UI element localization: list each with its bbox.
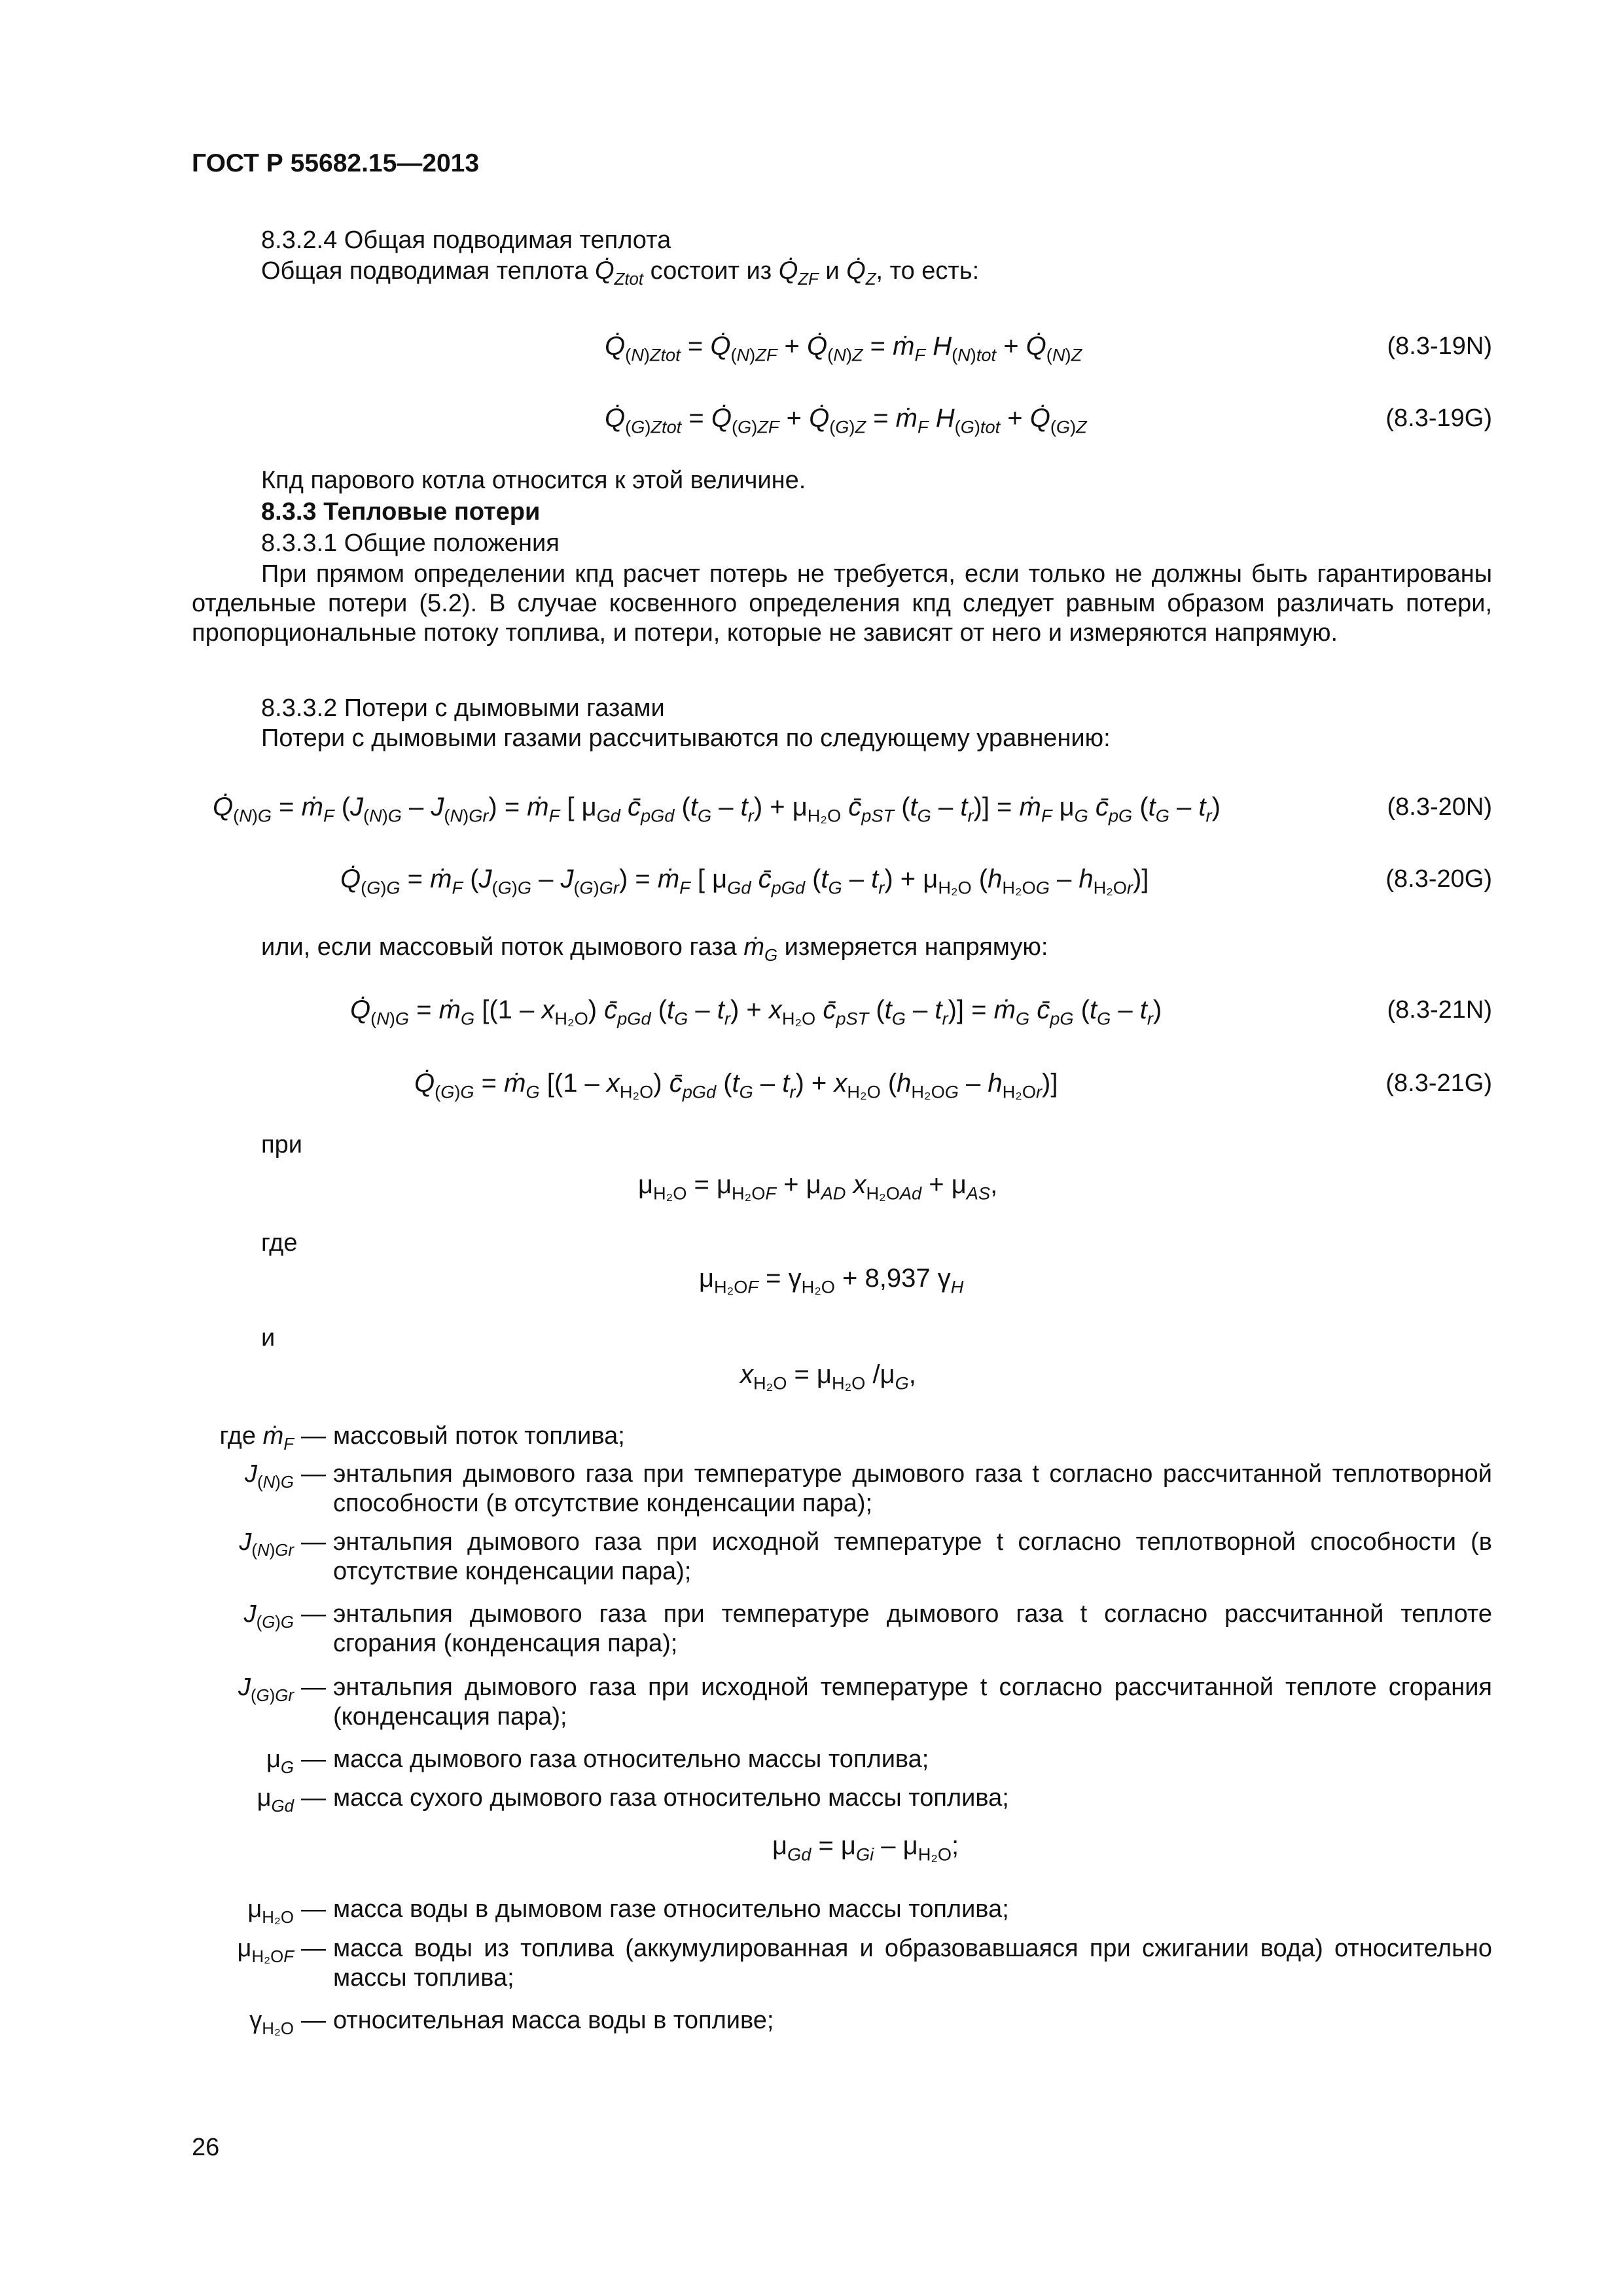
equation-mu-h2of: $\mu_{H_2OF} = \gamma_{H_2O} + 8,937$ $\gamma_H$: [699, 1264, 964, 1297]
definition-symbol: $\mu_{H_2OF}$: [237, 1935, 294, 1967]
equation-number-20G: (8.3-20G): [1385, 865, 1492, 893]
equation-21G: $Q̇_{(G)G}$ = ṁ$_G$ [$(1 - x_{H_2O})$ $c̄_{pGd}$ $(t_G - t_r) + x_{H_2O}$ $(h_{H_2OG} - h_{H_2Or})$]: [414, 1069, 1058, 1102]
connector-gde: где: [261, 1229, 298, 1257]
definition-text: энтальпия дымового газа при исходной температуре t согласно рассчитанной теплоте сгорания (конденсация пара);: [333, 1674, 1492, 1731]
definition-row: $J_{(N)G}$ — энтальпия дымового газа при температуре дымового газа t согласно рассчитанной теплотворной способности (в отсутствие конденсации пара);: [192, 1460, 1492, 1518]
equation-number-21G: (8.3-21G): [1385, 1069, 1492, 1097]
definition-text: масса воды в дымовом газе относительно массы топлива;: [333, 1895, 1009, 1923]
definition-symbol: $\mu_{Gd}$: [257, 1784, 294, 1816]
definition-text: масса воды из топлива (аккумулированная и образовавшаяся при сжигании вода) относительно массы топлива;: [333, 1935, 1492, 1992]
paragraph-general: При прямом определении кпд расчет потерь не требуется, если только не должны быть гарантированы отдельные потери (5.2). В случае косвенного определения кпд следует равным образом различать потери, пропорциональные потоку топлива, и потери, которые не зависят от него и измеряются напрямую.: [192, 560, 1492, 647]
definition-symbol: $\mu_G$: [266, 1746, 294, 1778]
definition-row: $\mu_{Gd}$ — масса сухого дымового газа относительно массы топлива;: [192, 1784, 1492, 1821]
definition-text: энтальпия дымового газа при температуре дымового газа t согласно рассчитанной теплотворной способности (в отсутствие конденсации пара);: [333, 1460, 1492, 1517]
definition-row: где ṁ$_F$ — массовый поток топлива;: [192, 1422, 1492, 1460]
definition-text: масса сухого дымового газа относительно массы топлива;: [333, 1784, 1009, 1812]
intro-8324: Общая подводимая теплота $Q̇_{Ztot}$ состоит из $Q̇_{ZF}$ и $Q̇_Z$, то есть:: [261, 257, 980, 289]
definition-symbol: $\gamma_{H_2O}$: [249, 2007, 294, 2039]
equation-number-20N: (8.3-20N): [1387, 793, 1492, 821]
definition-symbol: $J_{(N)G}$: [245, 1460, 294, 1492]
subsection-heading-8331: 8.3.3.1 Общие положения: [261, 529, 560, 557]
equation-20G: $Q̇_{(G)G}$ = ṁ$_F$ $(J_{(G)G} - J_{(G)Gr})$ = ṁ$_F$ [ $\mu_{Gd}$ $c̄_{pGd}$ $(t_G - t_r) + \mu_{H_2O}$ $(h_{H_2OG} - h_{H_2Or})$]: [340, 865, 1149, 898]
definition-symbol: $\mu_{H_2O}$: [247, 1895, 294, 1928]
intro-8332: Потери с дымовыми газами рассчитываются по следующему уравнению:: [261, 725, 1111, 752]
equation-20N: $Q̇_{(N)G}$ = ṁ$_F$ $(J_{(N)G} - J_{(N)Gr})$ = ṁ$_F$ [ $\mu_{Gd}$ $c̄_{pGd}$ $(t_G - t_r) + \mu_{H_2O}$ $c̄_{pST}$ $(t_G - t_r)$] = ṁ$_F$ $\mu_G$ $c̄_{pG}$ $(t_G - t_r)$: [213, 793, 1221, 826]
equation-21N: $Q̇_{(N)G}$ = ṁ$_G$ [$(1 - x_{H_2O})$ $c̄_{pGd}$ $(t_G - t_r) + x_{H_2O}$ $c̄_{pST}$ $(t_G - t_r)$] = ṁ$_G$ $c̄_{pG}$ $(t_G - t_r)$: [350, 996, 1162, 1029]
definition-row: $J_{(N)Gr}$ — энтальпия дымового газа при исходной температуре t согласно теплотворной способности (в отсутствие конденсации пара);: [192, 1528, 1492, 1587]
definition-row: $J_{(G)G}$ — энтальпия дымового газа при температуре дымового газа t согласно рассчитанной теплоте сгорания (конденсация пара);: [192, 1600, 1492, 1659]
definition-text: относительная масса воды в топливе;: [333, 2007, 774, 2034]
equation-19G: $Q̇_{(G)Ztot}$ = $Q̇_{(G)ZF}$ + $Q̇_{(G)Z}$ = ṁ$_F$ $H_{(G)tot}$ + $Q̇_{(G)Z}$: [605, 404, 1087, 437]
equation-x-h2o: $x_{H_2O} = \mu_{H_2O}$ $/\mu_G$,: [740, 1360, 916, 1393]
definition-text: массовый поток топлива;: [333, 1422, 625, 1450]
definition-row: $\gamma_{H_2O}$ — относительная масса воды в топливе;: [192, 2006, 1492, 2044]
equation-number-19G: (8.3-19G): [1385, 404, 1492, 432]
intro-mass-flow: или, если массовый поток дымового газа ṁ$_G$ измеряется напрямую:: [261, 933, 1048, 965]
definition-row: $J_{(G)Gr}$ — энтальпия дымового газа при исходной температуре t согласно рассчитанной теплоте сгорания (конденсация пара);: [192, 1673, 1492, 1732]
equation-number-19N: (8.3-19N): [1387, 332, 1492, 360]
definition-text: энтальпия дымового газа при исходной температуре t согласно теплотворной способности (в отсутствие конденсации пара);: [333, 1528, 1492, 1585]
connector-pri: при: [261, 1131, 302, 1158]
note-efficiency: Кпд парового котла относится к этой величине.: [261, 467, 806, 494]
subsection-heading-8324: 8.3.2.4 Общая подводимая теплота: [261, 226, 671, 254]
document-header: ГОСТ Р 55682.15—2013: [192, 149, 480, 177]
definition-text: масса дымового газа относительно массы топлива;: [333, 1746, 929, 1773]
equation-mu-h2o: $\mu_{H_2O} = \mu_{H_2OF} + \mu_{AD}$ $x_{H_2OAd} + \mu_{AS}$,: [638, 1170, 998, 1204]
page-number: 26: [192, 2134, 220, 2161]
definition-text: энтальпия дымового газа при температуре дымового газа t согласно рассчитанной теплоте сгорания (конденсация пара);: [333, 1600, 1492, 1657]
connector-i: и: [261, 1324, 276, 1352]
definition-symbol: $J_{(G)Gr}$: [238, 1674, 294, 1706]
equation-19N: $Q̇_{(N)Ztot}$ = $Q̇_{(N)ZF}$ + $Q̇_{(N)Z}$ = ṁ$_F$ $H_{(N)tot}$ + $Q̇_{(N)Z}$: [605, 332, 1082, 365]
definition-row: $\mu_{H_2O}$ — масса воды в дымовом газе относительно массы топлива;: [192, 1895, 1492, 1933]
subsection-heading-8332: 8.3.3.2 Потери с дымовыми газами: [261, 694, 665, 722]
equation-number-21N: (8.3-21N): [1387, 996, 1492, 1024]
definition-symbol: где ṁ$_F$: [219, 1422, 294, 1454]
section-heading-833: 8.3.3 Тепловые потери: [261, 498, 541, 526]
definition-row: $\mu_{H_2OF}$ — масса воды из топлива (аккумулированная и образовавшаяся при сжигании вода) относительно массы топлива;: [192, 1934, 1492, 1993]
definition-row: $\mu_G$ — масса дымового газа относительно массы топлива;: [192, 1745, 1492, 1783]
equation-mu-gd: $\mu_{Gd} = \mu_{Gi} - \mu_{H_2O}$;: [772, 1831, 959, 1865]
definition-symbol: $J_{(G)G}$: [243, 1600, 294, 1632]
definition-symbol: $J_{(N)Gr}$: [239, 1528, 294, 1560]
